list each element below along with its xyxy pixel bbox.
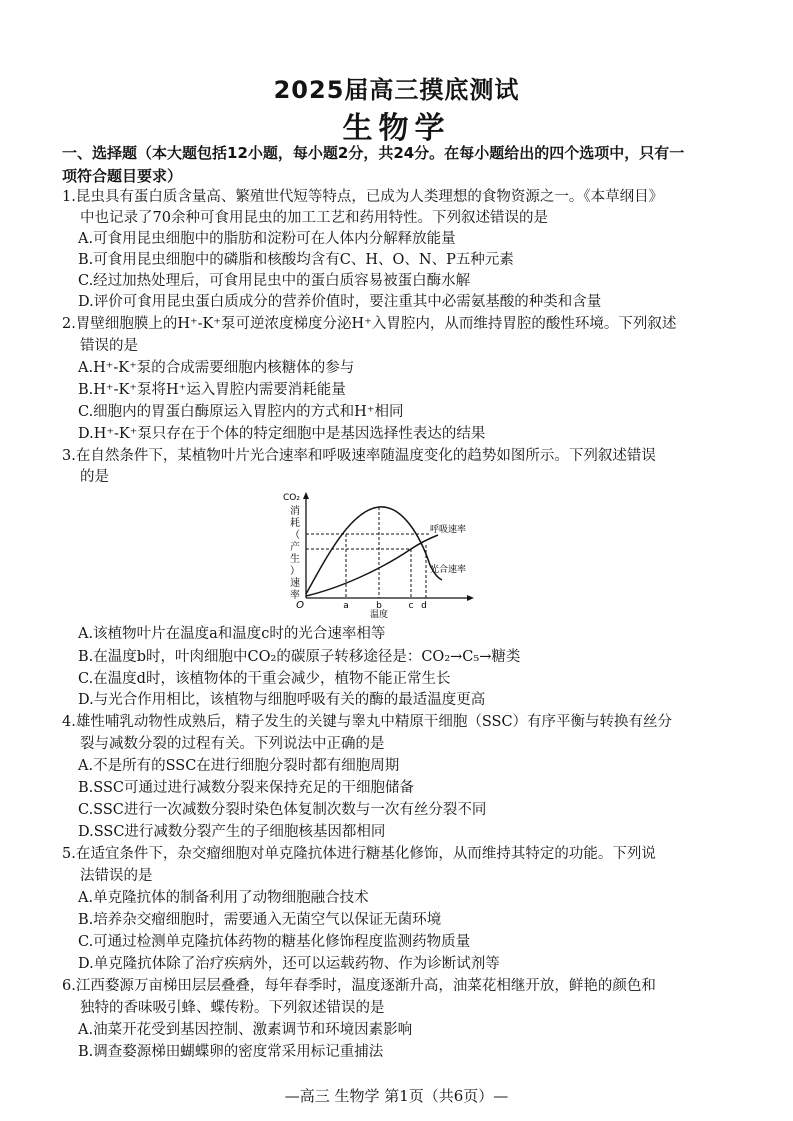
question-3-stem: 3.在自然条件下，某植物叶片光合速率和呼吸速率随温度变化的趋势如图所示。下列叙述错误 — [62, 448, 656, 464]
question-2-option-a: A.H⁺-K⁺泵的合成需要细胞内核糖体的参与 — [78, 360, 355, 376]
question-6-stem: 6.江西婺源万亩梯田层层叠叠，每年春季时，温度逐渐升高，油菜花相继开放，鲜艳的颜色和 — [62, 978, 656, 994]
question-4-option-c: C.SSC进行一次减数分裂时染色体复制次数与一次有丝分裂不同 — [78, 802, 487, 818]
y-label-char-3: （ — [290, 530, 300, 541]
rate-temperature-figure — [270, 490, 480, 618]
tick-label-b: b — [376, 601, 382, 611]
question-1-stem-cont: 中也记录了70余种可食用昆虫的加工工艺和药用特性。下列叙述错误的是 — [80, 210, 548, 226]
question-4-stem-cont: 裂与减数分裂的过程有关。下列说法中正确的是 — [80, 736, 385, 752]
y-label-char-7: 速 — [290, 578, 300, 589]
subject-title: 生物学 — [342, 111, 451, 146]
question-1-stem: 1.昆虫具有蛋白质含量高、繁殖世代短等特点，已成为人类理想的食物资源之一。《本草纲目》 — [62, 189, 664, 205]
photosynthesis-curve — [306, 507, 442, 594]
y-label-char-5: 生 — [290, 554, 300, 565]
question-6-stem-cont: 独特的香味吸引蜂、蝶传粉。下列叙述错误的是 — [80, 1000, 385, 1016]
question-5-option-a: A.单克隆抗体的制备利用了动物细胞融合技术 — [78, 890, 369, 906]
question-6-option-b: B.调查婺源梯田蝴蝶卵的密度常采用标记重捕法 — [78, 1044, 384, 1060]
section-heading-line2: 项符合题目要求） — [62, 167, 183, 185]
respiration-curve — [306, 535, 438, 596]
question-5-stem: 5.在适宜条件下，杂交瘤细胞对单克隆抗体进行糖基化修饰，从而维持其特定的功能。下列说 — [62, 846, 656, 862]
y-label-top: CO₂ — [283, 493, 300, 503]
y-label-char-8: 率 — [290, 590, 300, 601]
respiration-label: 呼吸速率 — [430, 525, 467, 535]
page-footer: —高三 生物学 第1页（共6页）— — [284, 1087, 509, 1105]
tick-label-a: a — [343, 601, 349, 611]
y-label-char-6: ） — [290, 566, 300, 577]
question-4-stem: 4.雄性哺乳动物性成熟后，精子发生的关键与睾丸中精原干细胞（SSC）有序平衡与转换有丝分 — [62, 714, 673, 730]
question-2-option-c: C.细胞内的胃蛋白酶原运入胃腔内的方式和H⁺相同 — [78, 404, 404, 420]
question-4-option-b: B.SSC可通过进行减数分裂来保持充足的干细胞储备 — [78, 780, 414, 796]
question-5-option-b: B.培养杂交瘤细胞时，需要通入无菌空气以保证无菌环境 — [78, 912, 442, 928]
y-label-char-2: 耗 — [290, 518, 300, 529]
question-5-option-d: D.单克隆抗体除了治疗疾病外，还可以运载药物、作为诊断试剂等 — [78, 956, 500, 972]
question-1-option-a: A.可食用昆虫细胞中的脂肪和淀粉可在人体内分解释放能量 — [78, 231, 456, 247]
question-5-option-c: C.可通过检测单克隆抗体药物的糖基化修饰程度监测药物质量 — [78, 934, 471, 950]
question-2-option-d: D.H⁺-K⁺泵只存在于个体的特定细胞中是基因选择性表达的结果 — [78, 426, 486, 442]
x-axis-arrow — [467, 595, 474, 601]
tick-label-d: d — [421, 601, 427, 611]
y-label-char-4: 产 — [290, 542, 300, 553]
photosynthesis-label: 光合速率 — [430, 565, 467, 575]
tick-label-c: c — [408, 601, 414, 611]
question-6-option-a: A.油菜开花受到基因控制、激素调节和环境因素影响 — [78, 1022, 413, 1038]
x-axis-label: 温度 — [369, 610, 389, 618]
question-1-option-d: D.评价可食用昆虫蛋白质成分的营养价值时，要注重其中必需氨基酸的种类和含量 — [78, 294, 602, 310]
question-5-stem-cont: 法错误的是 — [80, 868, 153, 884]
y-axis-arrow — [303, 492, 309, 499]
y-label-char-1: 消 — [290, 506, 300, 517]
question-4-option-d: D.SSC进行减数分裂产生的子细胞核基因都相同 — [78, 824, 386, 840]
question-2-stem: 2.胃壁细胞膜上的H⁺-K⁺泵可逆浓度梯度分泌H⁺入胃腔内，从而维持胃腔的酸性环境。下列叙述 — [62, 316, 677, 332]
question-3-option-d: D.与光合作用相比，该植物与细胞呼吸有关的酶的最适温度更高 — [78, 692, 486, 708]
question-3-option-c: C.在温度d时，该植物体的干重会减少，植物不能正常生长 — [78, 671, 451, 687]
question-3-option-a: A.该植物叶片在温度a和温度c时的光合速率相等 — [78, 626, 386, 642]
question-3-option-b: B.在温度b时，叶肉细胞中CO₂的碳原子转移途径是：CO₂→C₅→糖类 — [78, 649, 521, 665]
question-1-option-b: B.可食用昆虫细胞中的磷脂和核酸均含有C、H、O、N、P五种元素 — [78, 252, 514, 268]
question-3-stem-cont: 的是 — [80, 469, 109, 485]
question-2-stem-cont: 错误的是 — [80, 338, 138, 354]
question-4-option-a: A.不是所有的SSC在进行细胞分裂时都有细胞周期 — [78, 758, 400, 774]
question-2-option-b: B.H⁺-K⁺泵将H⁺运入胃腔内需要消耗能量 — [78, 382, 346, 398]
question-1-option-c: C.经过加热处理后，可食用昆虫中的蛋白质容易被蛋白酶水解 — [78, 273, 471, 289]
origin-label: O — [296, 600, 304, 611]
section-heading-line1: 一、选择题（本大题包括12小题，每小题2分，共24分。在每小题给出的四个选项中，只有一 — [62, 144, 685, 162]
exam-title: 2025届高三摸底测试 — [273, 76, 520, 104]
